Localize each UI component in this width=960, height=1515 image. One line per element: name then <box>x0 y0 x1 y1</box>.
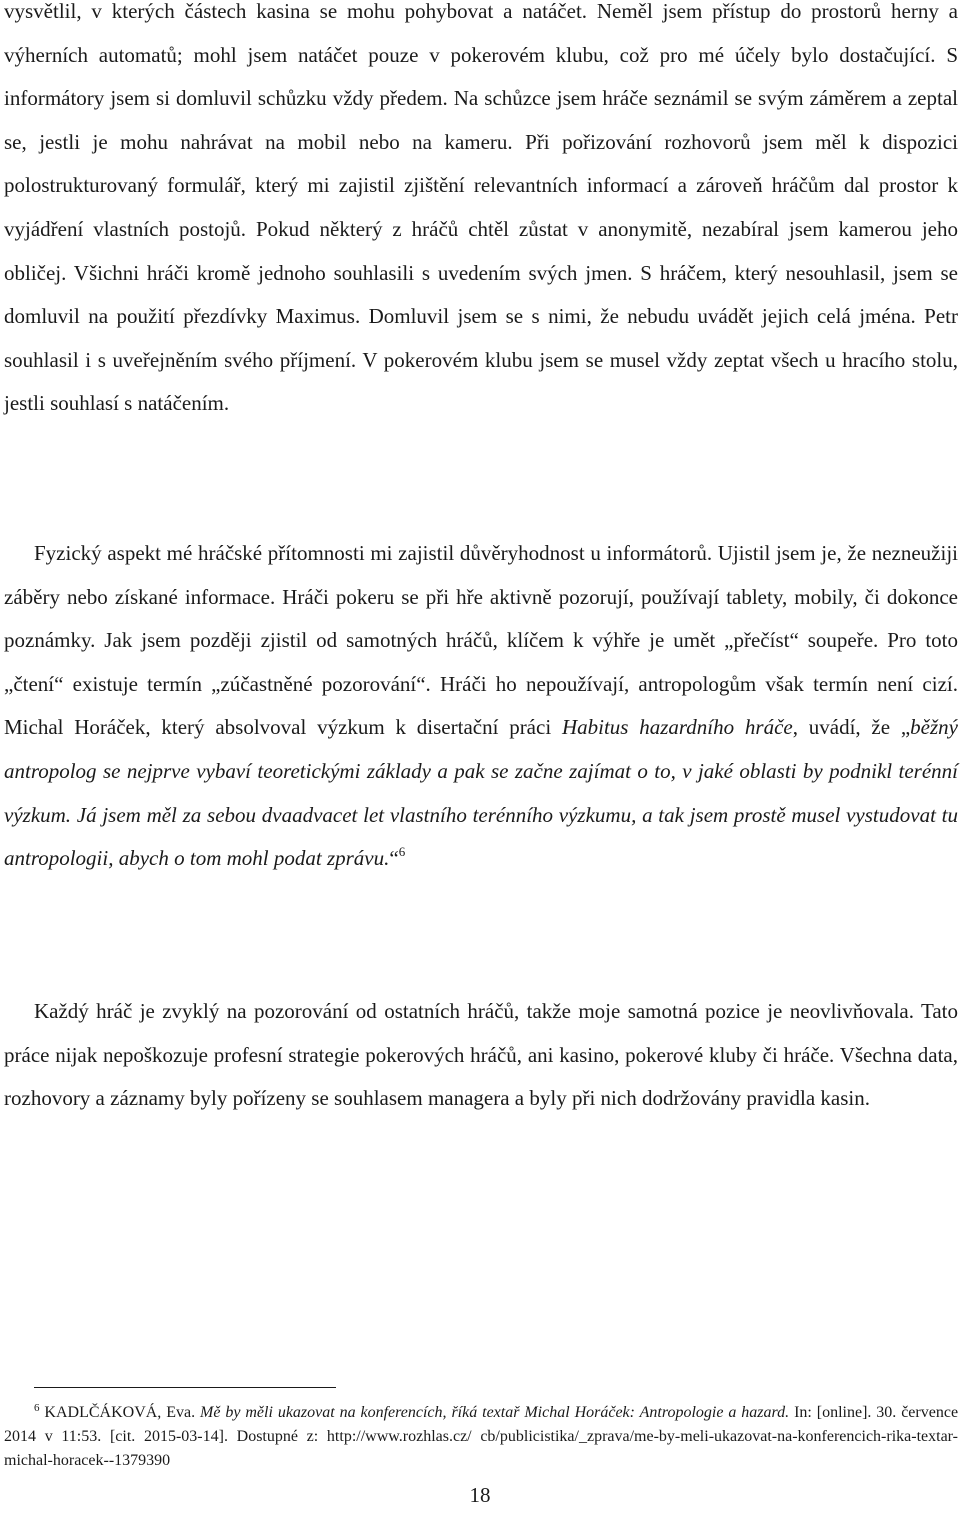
dissertation-title: Habitus hazardního hráče <box>561 715 793 740</box>
footnote-separator <box>34 1387 336 1388</box>
paragraph-text: Fyzický aspekt mé hráčské přítomnosti mi zajistil důvěryhodnost u informátorů. Ujistil jsem je, že nezneužiji záběry nebo získané informace. Hráči pokeru se při hře aktivně pozorují, používají tablety, mobily, či dokonce poznámky. Jak jsem později zjistil od samotných hráčů, klíčem k výhře je umět „přečíst“ soupeře. Pro toto „čtení“ existuje termín „zúčastněné pozorování“. Hráči ho nepoužívají, antropologům však termín není cizí. Michal Horáček, který absolvoval výzkum k disertační práci <box>4 541 958 740</box>
paragraph-text: , uvádí, že „ <box>792 715 911 740</box>
paragraph-text: Každý hráč je zvyklý na pozorování od ostatních hráčů, takže moje samotná pozice je neovlivňovala. Tato práce nijak nepoškozuje profesní strategie pokerových hráčů, ani kasino, pokerové kluby či hráče. Všechna data, rozhovory a záznamy byly pořízeny se souhlasem managera a byly při nich dodržovány pravidla kasin. <box>4 999 958 1111</box>
footnote-title: Mě by měli ukazovat na konferencích, říká textař Michal Horáček: Antropologie a hazard. <box>200 1404 790 1421</box>
paragraph-text: vysvětlil, v kterých částech kasina se mohu pohybovat a natáčet. Neměl jsem přístup do prostorů herny a výherních automatů; mohl jsem natáčet pouze v pokerovém klubu, což pro mé účely bylo dostačující. S informátory jsem si domluvil schůzku vždy předem. Na schůzce jsem hráče seznámil se svým záměrem a zeptal se, jestli je mohu nahrávat na mobil nebo na kameru. Při pořizování rozhovorů jsem měl k dispozici polostrukturovaný formulář, který mi zajistil zjištění relevantních informací a zároveň hráčům dal prostor k vyjádření vlastních postojů. Pokud některý z hráčů chtěl zůstat v anonymitě, nezabíral jsem kamerou jeho obličej. Všichni hráči kromě jednoho souhlasili s uvedením svých jmen. S hráčem, který nesouhlasil, jsem se domluvil na použití přezdívky Maximus. Domluvil jsem se s nimi, že nebudu uvádět jejich celá jména. Petr souhlasil i s uveřejněním svého příjmení. V pokerovém klubu jsem se musel vždy zeptat všech u hracího stolu, jestli souhlasí s natáčením. <box>4 0 958 416</box>
footnote-source[interactable]: In: [online]. 30. července 2014 v 11:53. [cit. 2015-03-14]. Dostupné z: http://www.rozhlas.cz/ cb/publicistika/_zprava/me-by-meli-ukazovat-na-konferencich-rika-textar-michal-horacek--1379390 <box>4 1404 959 1469</box>
page-number: 18 <box>469 1483 491 1507</box>
paragraph-participant-observation <box>4 532 958 881</box>
paragraph-ethics <box>4 990 958 1121</box>
closing-quote-mark: “ <box>389 846 399 871</box>
footnote-number: 6 <box>34 1402 40 1414</box>
paragraph-consent <box>4 0 958 426</box>
footnote <box>4 1401 958 1473</box>
footnote-reference[interactable]: 6 <box>398 844 406 860</box>
block-quote: běžný antropolog se nejprve vybaví teoretickými základy a pak se začne zajímat o to, v jaké oblasti by podnikl terénní výzkum. Já jsem měl za sebou dvaadvacet let vlastního terénního výzkumu, a tak jsem prostě musel vystudovat tu antropologii, abych o tom mohl podat zprávu. <box>4 715 958 871</box>
footnote-author: KADLČÁKOVÁ, Eva. <box>44 1404 196 1421</box>
